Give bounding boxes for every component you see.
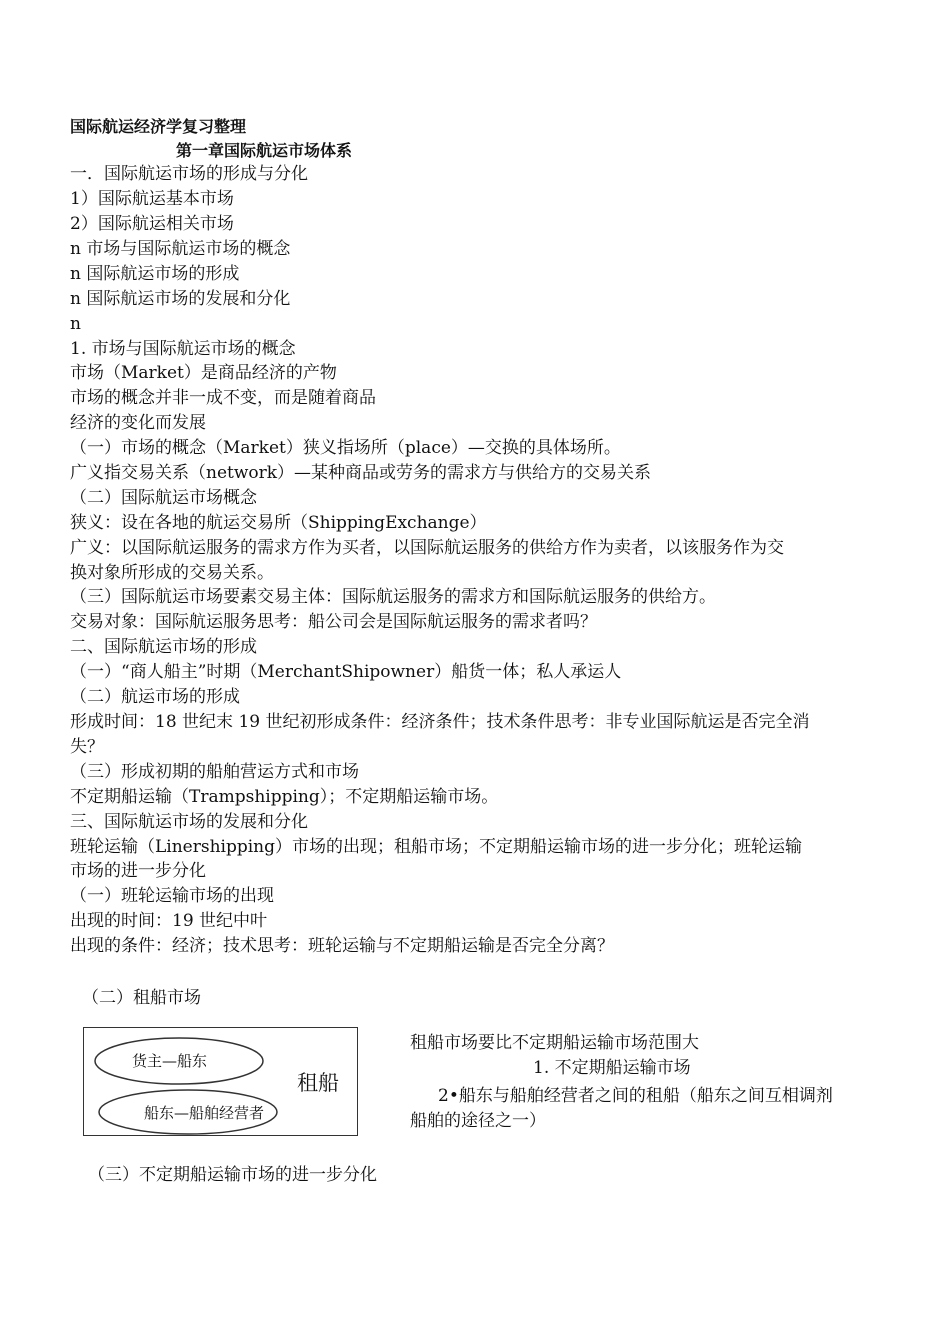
text-line: 三、国际航运市场的发展和分化 (70, 812, 308, 832)
text-line: 经济的变化而发展 (70, 413, 206, 433)
text-line: 广义：以国际航运服务的需求方作为买者，以国际航运服务的供给方作为卖者，以该服务作为交 (70, 538, 784, 558)
text-line: 班轮运输（Linershipping）市场的出现；租船市场；不定期船运输市场的进一步分化；班轮运输 (70, 837, 803, 857)
text-line: 广义指交易关系（network）—某种商品或劳务的需求方与供给方的交易关系 (70, 463, 652, 483)
section-heading: （二）租船市场 (82, 988, 201, 1008)
text-line: n 国际航运市场的发展和分化 (70, 289, 291, 309)
diagram-label-charter: 租船 (297, 1071, 339, 1095)
text-line: 失？ (70, 737, 104, 757)
diagram-label-shipowner-operator: 船东—船舶经营者 (144, 1104, 265, 1122)
text-line: （一）市场的概念（Market）狭义指场所（place）—交换的具体场所。 (70, 438, 621, 458)
text-line: 出现的时间：19 世纪中叶 (70, 911, 268, 931)
text-line: 换对象所形成的交易关系。 (70, 563, 274, 583)
side-text-line: 1. 不定期船运输市场 (533, 1058, 691, 1078)
text-line: n (70, 314, 81, 334)
side-text-line: 船舶的途径之一） (410, 1111, 546, 1131)
text-line: （一）“商人船主”时期（MerchantShipowner）船货一体；私人承运人 (70, 662, 622, 682)
text-line: 形成时间：18 世纪末 19 世纪初形成条件：经济条件；技术条件思考：非专业国际航运是否完全消 (70, 712, 810, 732)
text-line: 市场（Market）是商品经济的产物 (70, 363, 337, 383)
side-text-line: 2•船东与船舶经营者之间的租船（船东之间互相调剂 (438, 1086, 833, 1106)
diagram-label-cargo-owner: 货主—船东 (132, 1052, 208, 1070)
text-line: 2）国际航运相关市场 (70, 214, 234, 234)
text-line: （二）国际航运市场概念 (70, 488, 257, 508)
text-line: 1）国际航运基本市场 (70, 189, 234, 209)
text-line: 出现的条件：经济；技术思考：班轮运输与不定期船运输是否完全分离？ (70, 936, 614, 956)
text-line: 一．国际航运市场的形成与分化 (70, 164, 308, 184)
document-title: 国际航运经济学复习整理 (70, 117, 247, 136)
text-line: （三）国际航运市场要素交易主体：国际航运服务的需求方和国际航运服务的供给方。 (70, 587, 716, 607)
chapter-title: 第一章国际航运市场体系 (176, 141, 353, 160)
text-line: 交易对象：国际航运服务思考：船公司会是国际航运服务的需求者吗？ (70, 612, 597, 632)
text-line: n 国际航运市场的形成 (70, 264, 240, 284)
text-line: （二）航运市场的形成 (70, 687, 240, 707)
text-line: n 市场与国际航运市场的概念 (70, 239, 291, 259)
text-line: （三）形成初期的船舶营运方式和市场 (70, 762, 359, 782)
side-text-line: 租船市场要比不定期船运输市场范围大 (410, 1033, 699, 1053)
section-heading: （三）不定期船运输市场的进一步分化 (88, 1165, 377, 1185)
text-line: 狭义：设在各地的航运交易所（ShippingExchange） (70, 513, 487, 533)
text-line: 二、国际航运市场的形成 (70, 637, 257, 657)
text-line: 市场的概念并非一成不变，而是随着商品 (70, 388, 376, 408)
text-line: 1. 市场与国际航运市场的概念 (70, 339, 296, 359)
text-line: （一）班轮运输市场的出现 (70, 886, 274, 906)
text-line: 市场的进一步分化 (70, 861, 206, 881)
charter-diagram (83, 1027, 358, 1136)
text-line: 不定期船运输（Trampshipping）；不定期船运输市场。 (70, 787, 499, 807)
